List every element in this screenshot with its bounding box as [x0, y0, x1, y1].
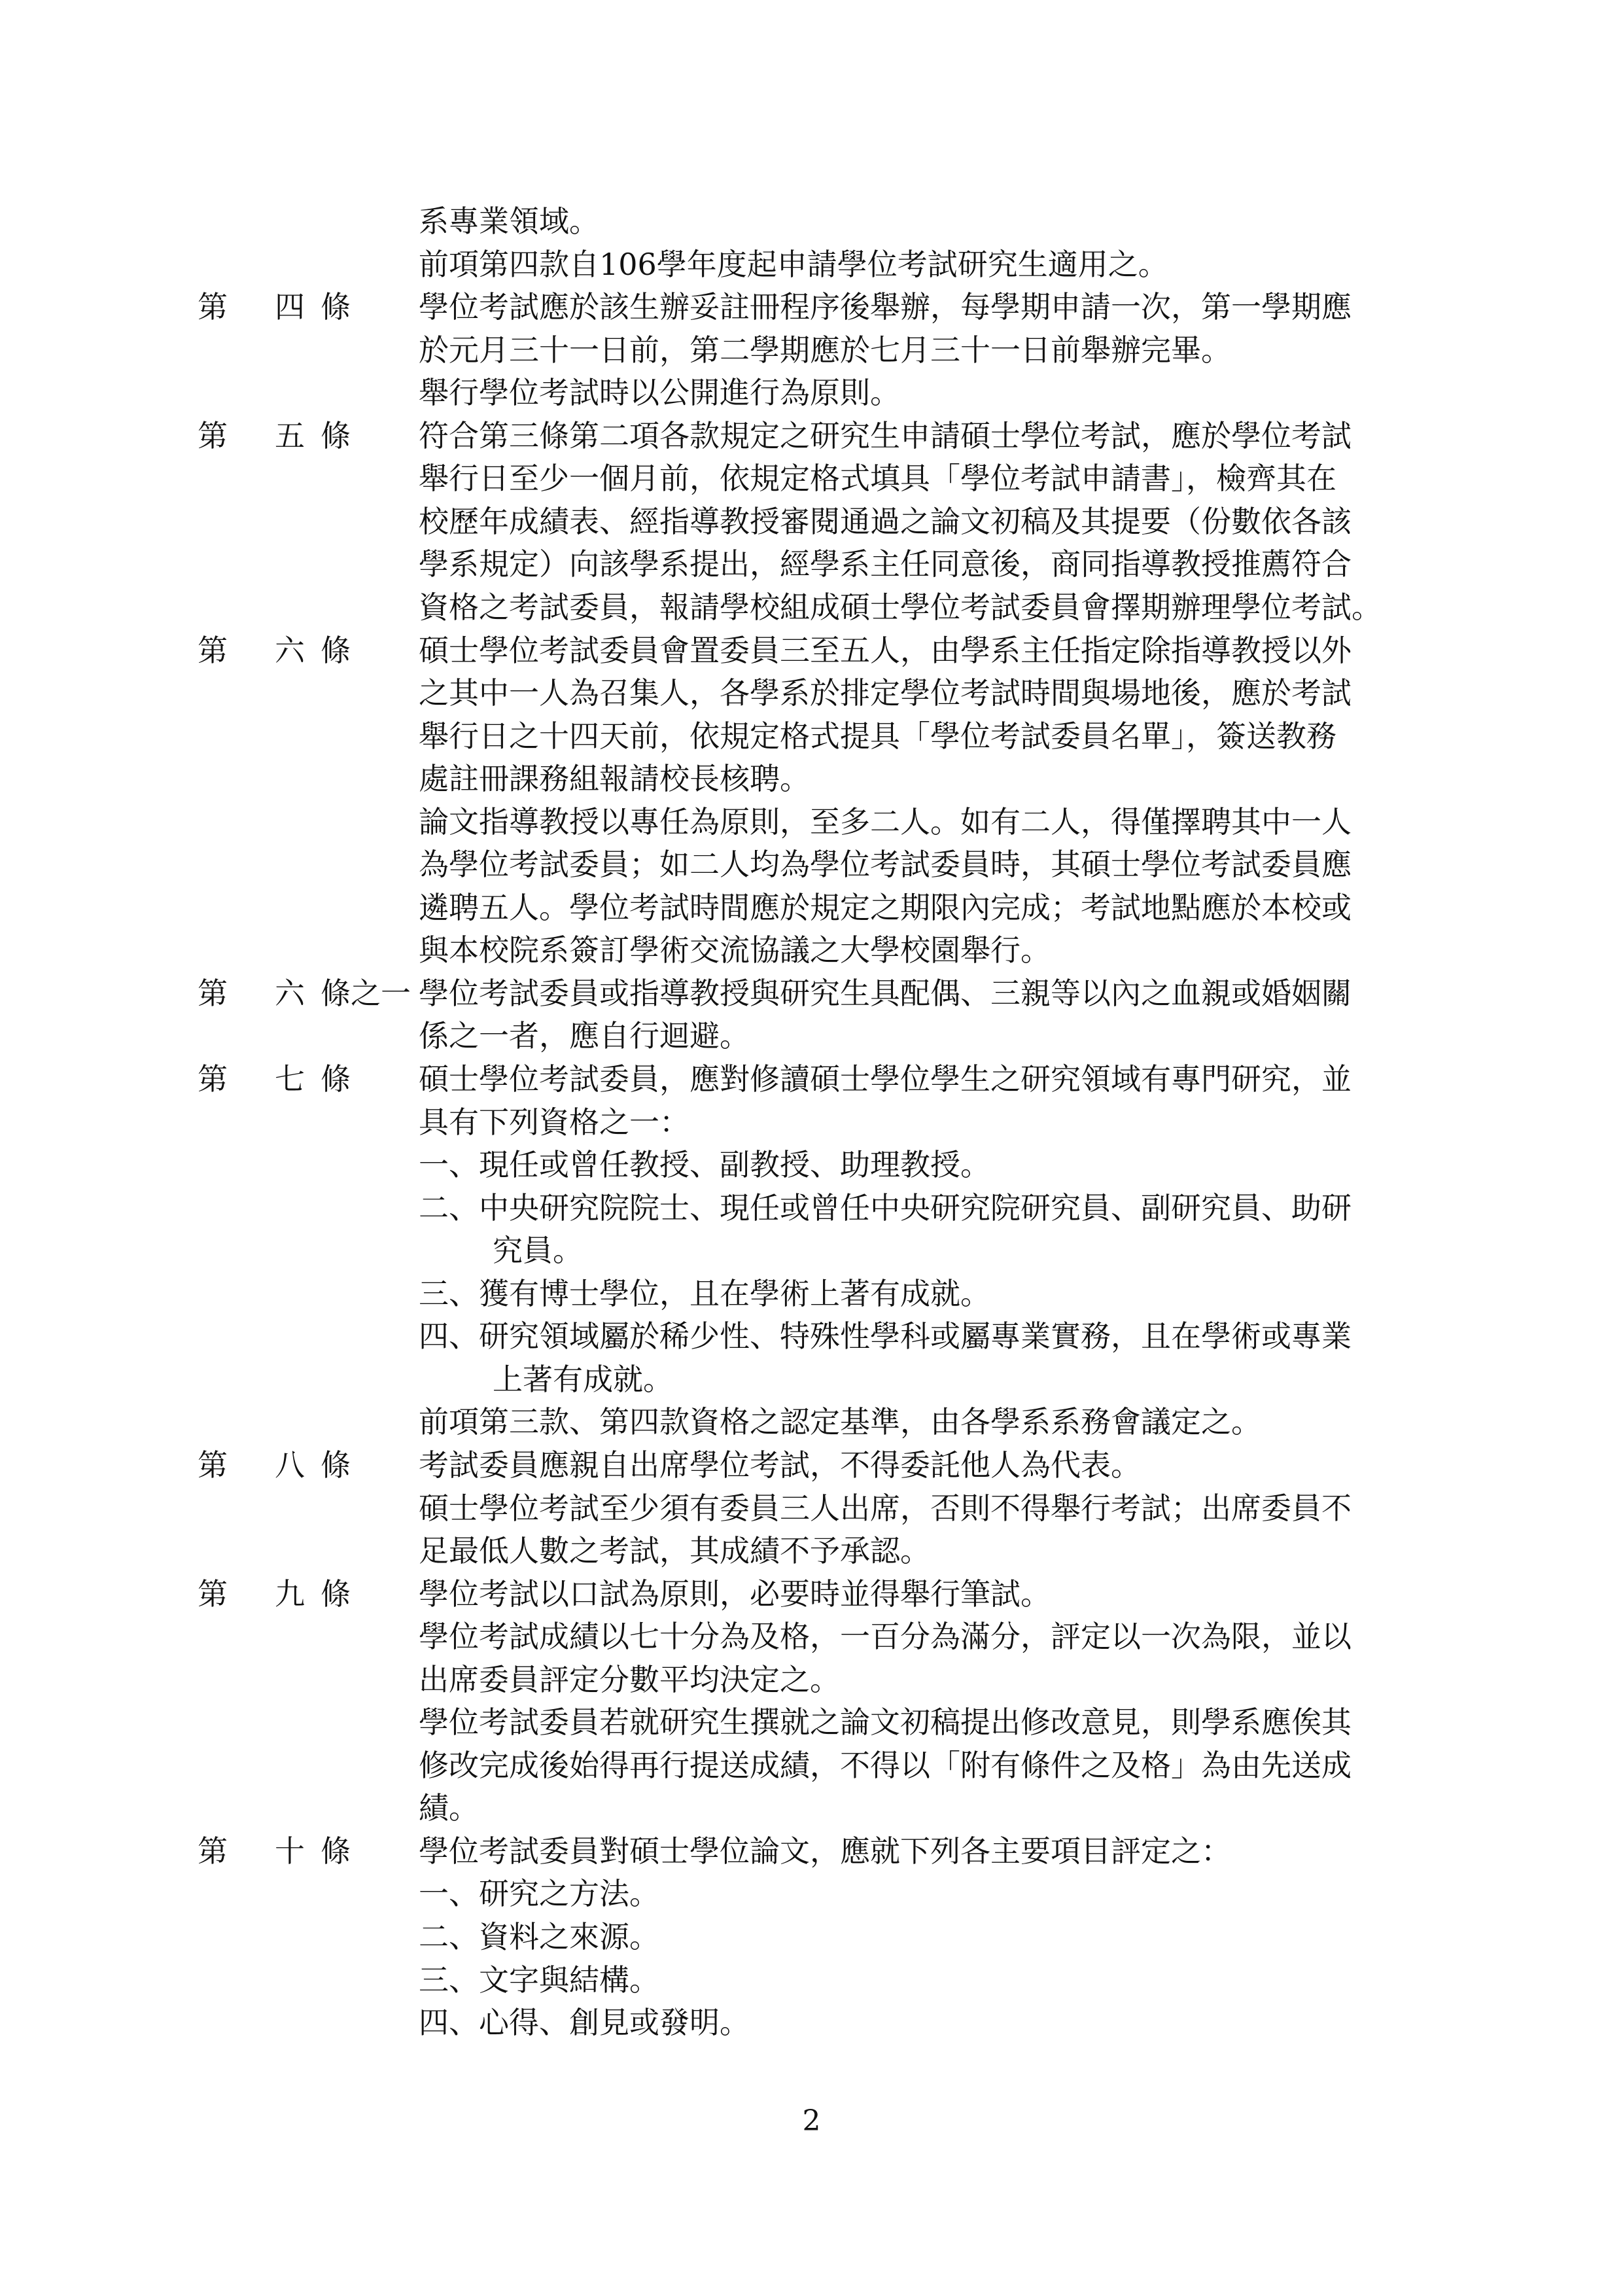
- text-line: [0, 1784, 1623, 1831]
- paragraph-text: 究員。: [493, 1233, 583, 1268]
- text-line: [0, 1485, 1623, 1532]
- article-text: 考試委員應親自出席學位考試，不得委託他人為代表。: [419, 1447, 1141, 1483]
- text-line: [0, 1227, 1623, 1274]
- article-suffix: 條: [321, 633, 351, 668]
- text-line: [0, 369, 1623, 416]
- article-suffix: 條: [321, 1447, 351, 1483]
- paragraph-text: 上著有成就。: [493, 1362, 673, 1397]
- article-line: [0, 970, 1623, 1017]
- text-line: [0, 1742, 1623, 1789]
- text-line: [0, 713, 1623, 760]
- paragraph-text: 四、心得、創見或發明。: [419, 2005, 750, 2040]
- text-line: [0, 327, 1623, 374]
- paragraph-text: 前項第四款自106學年度起申請學位考試研究生適用之。: [419, 247, 1168, 282]
- article-number: 五: [275, 418, 305, 453]
- text-line: [0, 1870, 1623, 1917]
- article-suffix: 條: [321, 289, 351, 325]
- paragraph-text: 二、資料之來源。: [419, 1919, 659, 1954]
- text-line: [0, 1099, 1623, 1146]
- text-line: [0, 1613, 1623, 1660]
- article-number: 六: [275, 976, 305, 1011]
- text-line: [0, 1699, 1623, 1746]
- article-prefix: 第: [198, 1833, 228, 1869]
- paragraph-text: 碩士學位考試至少須有委員三人出席，否則不得舉行考試；出席委員不: [419, 1491, 1352, 1526]
- text-line: [0, 1270, 1623, 1317]
- paragraph-text: 三、文字與結構。: [419, 1962, 659, 1998]
- paragraph-text: 處註冊課務組報請校長核聘。: [419, 761, 810, 796]
- text-line: [0, 455, 1623, 502]
- paragraph-text: 舉行學位考試時以公開進行為原則。: [419, 375, 900, 410]
- article-text: 學位考試委員對碩士學位論文，應就下列各主要項目評定之：: [419, 1833, 1231, 1869]
- article-prefix: 第: [198, 289, 228, 325]
- paragraph-text: 舉行日至少一個月前，依規定格式填具「學位考試申請書」，檢齊其在: [419, 461, 1336, 496]
- paragraph-text: 舉行日之十四天前，依規定格式提具「學位考試委員名單」，簽送教務: [419, 718, 1336, 754]
- article-suffix: 條: [321, 1833, 351, 1869]
- paragraph-text: 係之一者，應自行迴避。: [419, 1018, 750, 1053]
- article-text: 學位考試應於該生辦妥註冊程序後舉辦，每學期申請一次，第一學期應: [419, 289, 1352, 325]
- paragraph-text: 三、獲有博士學位，且在學術上著有成就。: [419, 1276, 990, 1311]
- article-prefix: 第: [198, 1061, 228, 1097]
- article-prefix: 第: [198, 1576, 228, 1612]
- text-line: [0, 198, 1623, 245]
- paragraph-text: 學位考試委員若就研究生撰就之論文初稿提出修改意見，則學系應俟其: [419, 1704, 1352, 1740]
- text-line: [0, 1656, 1623, 1703]
- paragraph-text: 之其中一人為召集人，各學系於排定學位考試時間與場地後，應於考試: [419, 675, 1352, 711]
- text-line: [0, 1398, 1623, 1445]
- paragraph-text: 修改完成後始得再行提送成績，不得以「附有條件之及格」為由先送成: [419, 1748, 1352, 1783]
- paragraph-text: 一、現任或曾任教授、副教授、助理教授。: [419, 1147, 990, 1182]
- paragraph-text: 前項第三款、第四款資格之認定基準，由各學系系務會議定之。: [419, 1404, 1261, 1439]
- text-line: [0, 1141, 1623, 1188]
- article-number: 十: [275, 1833, 305, 1869]
- article-suffix: 條: [321, 418, 351, 453]
- article-text: 碩士學位考試委員會置委員三至五人，由學系主任指定除指導教授以外: [419, 633, 1352, 668]
- article-prefix: 第: [198, 1447, 228, 1483]
- paragraph-text: 具有下列資格之一：: [419, 1104, 689, 1140]
- text-line: [0, 798, 1623, 845]
- paragraph-text: 於元月三十一日前，第二學期應於七月三十一日前舉辦完畢。: [419, 332, 1231, 368]
- text-line: [0, 669, 1623, 716]
- text-line: [0, 1527, 1623, 1574]
- text-line: [0, 1956, 1623, 2004]
- paragraph-text: 論文指導教授以專任為原則，至多二人。如有二人，得僅擇聘其中一人: [419, 804, 1352, 839]
- paragraph-text: 學位考試成績以七十分為及格，一百分為滿分，評定以一次為限，並以: [419, 1619, 1352, 1654]
- article-line: [0, 1570, 1623, 1617]
- article-number: 八: [275, 1447, 305, 1483]
- article-prefix: 第: [198, 633, 228, 668]
- paragraph-text: 一、研究之方法。: [419, 1876, 659, 1911]
- text-line: [0, 841, 1623, 888]
- paragraph-text: 學系規定）向該學系提出，經學系主任同意後，商同指導教授推薦符合: [419, 546, 1352, 582]
- paragraph-text: 資格之考試委員，報請學校組成碩士學位考試委員會擇期辦理學位考試。: [419, 590, 1382, 625]
- article-line: [0, 1828, 1623, 1875]
- paragraph-text: 為學位考試委員；如二人均為學位考試委員時，其碩士學位考試委員應: [419, 847, 1352, 882]
- article-line: [0, 627, 1623, 674]
- text-line: [0, 1184, 1623, 1231]
- paragraph-text: 出席委員評定分數平均決定之。: [419, 1662, 840, 1697]
- article-number: 四: [275, 289, 305, 325]
- text-line: [0, 884, 1623, 931]
- paragraph-text: 系專業領域。: [419, 203, 599, 239]
- article-text: 學位考試以口試為原則，必要時並得舉行筆試。: [419, 1576, 1051, 1612]
- text-line: [0, 1999, 1623, 2046]
- text-line: [0, 755, 1623, 802]
- article-text: 學位考試委員或指導教授與研究生具配偶、三親等以內之血親或婚姻關: [419, 976, 1352, 1011]
- article-line: [0, 1441, 1623, 1489]
- paragraph-text: 績。: [419, 1790, 479, 1826]
- article-prefix: 第: [198, 976, 228, 1011]
- text-line: [0, 927, 1623, 974]
- text-line: [0, 540, 1623, 588]
- text-line: [0, 1313, 1623, 1360]
- article-line: [0, 1055, 1623, 1103]
- text-line: [0, 584, 1623, 631]
- text-line: [0, 241, 1623, 288]
- article-number: 七: [275, 1061, 305, 1097]
- article-suffix: 條: [321, 1061, 351, 1097]
- article-prefix: 第: [198, 418, 228, 453]
- article-line: [0, 412, 1623, 459]
- page-number: 2: [802, 2104, 821, 2138]
- paragraph-text: 四、研究領域屬於稀少性、特殊性學科或屬專業實務，且在學術或專業: [419, 1318, 1352, 1354]
- article-line: [0, 283, 1623, 330]
- text-line: [0, 1356, 1623, 1403]
- article-number: 六: [275, 633, 305, 668]
- paragraph-text: 二、中央研究院院士、現任或曾任中央研究院研究員、副研究員、助研: [419, 1190, 1352, 1226]
- article-text: 碩士學位考試委員，應對修讀碩士學位學生之研究領域有專門研究，並: [419, 1061, 1352, 1097]
- article-suffix: 條: [321, 1576, 351, 1612]
- text-line: [0, 1012, 1623, 1059]
- article-number: 九: [275, 1576, 305, 1612]
- paragraph-text: 足最低人數之考試，其成績不予承認。: [419, 1533, 930, 1568]
- text-line: [0, 498, 1623, 545]
- paragraph-text: 校歷年成績表、經指導教授審閱通過之論文初稿及其提要（份數依各該: [419, 504, 1352, 539]
- text-line: [0, 1913, 1623, 1960]
- article-suffix: 條之一: [321, 976, 411, 1011]
- article-text: 符合第三條第二項各款規定之研究生申請碩士學位考試，應於學位考試: [419, 418, 1352, 453]
- paragraph-text: 遴聘五人。學位考試時間應於規定之期限內完成；考試地點應於本校或: [419, 890, 1352, 925]
- paragraph-text: 與本校院系簽訂學術交流協議之大學校園舉行。: [419, 932, 1051, 968]
